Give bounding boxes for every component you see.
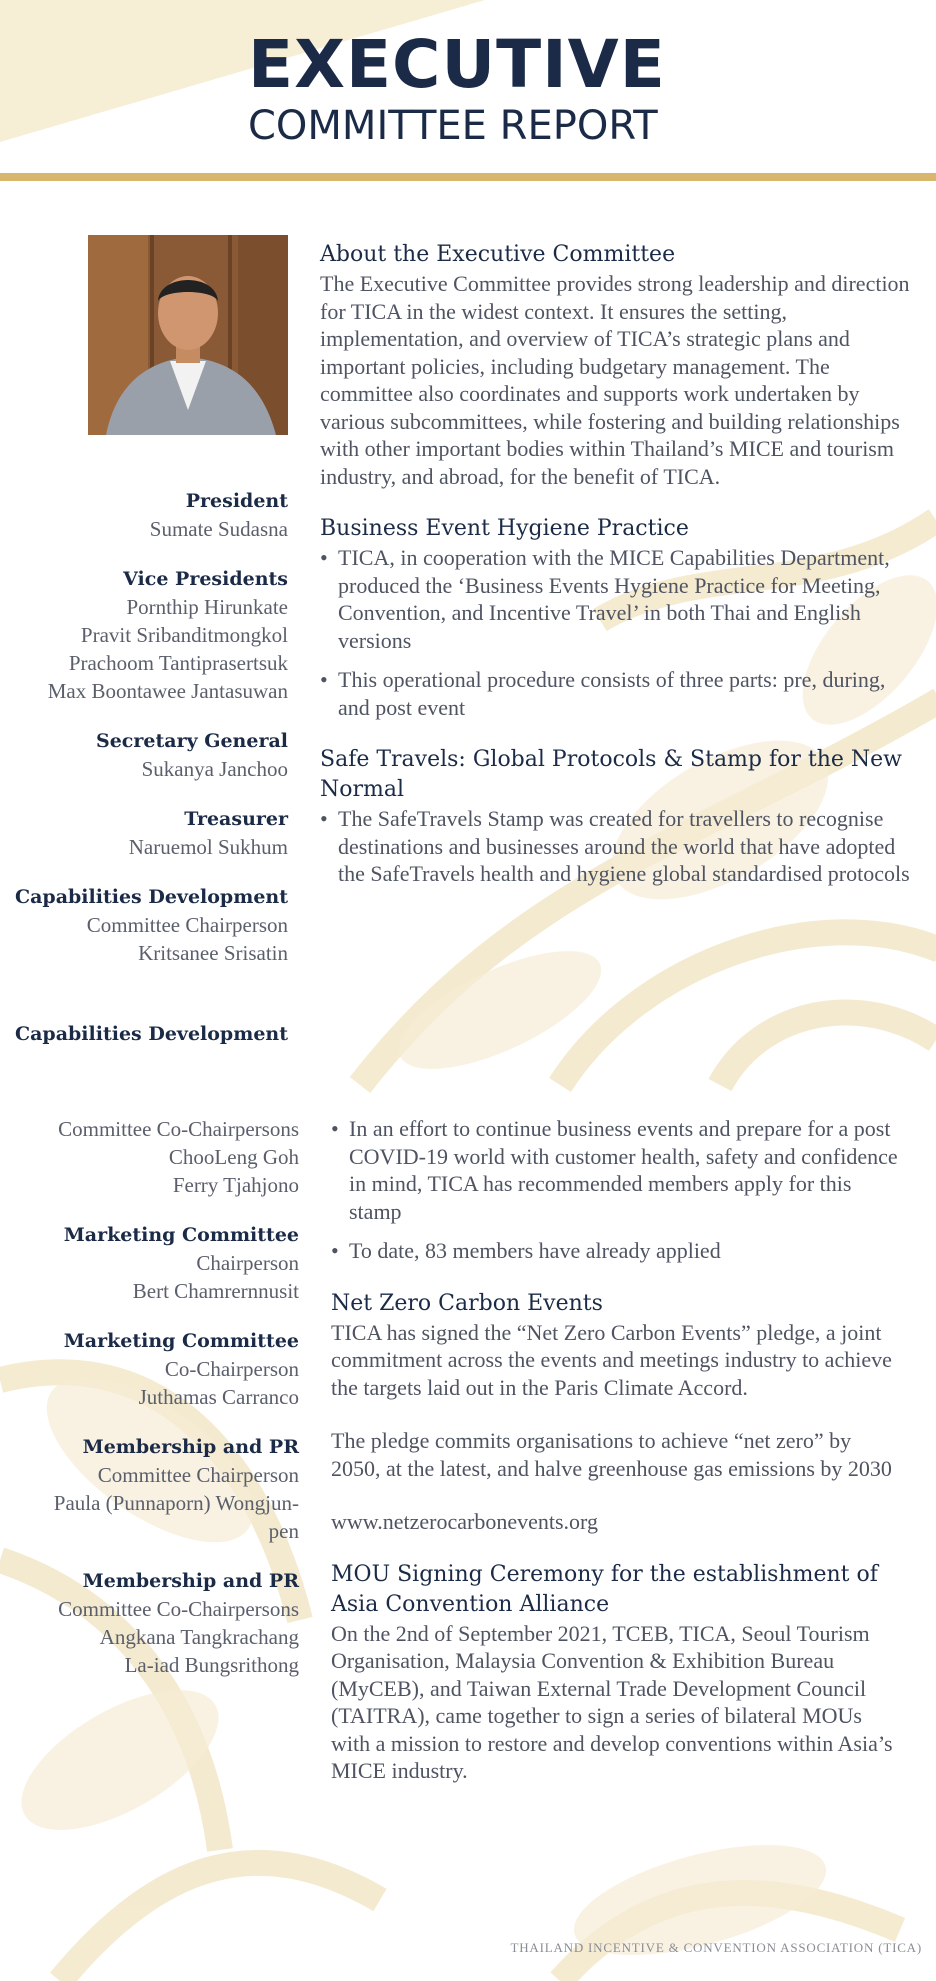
role-title: Membership and PR [82, 1570, 299, 1592]
bullet-icon: • [320, 806, 328, 831]
member-name: Juthamas Carranco [138, 1385, 299, 1409]
bullet-icon: • [331, 1116, 339, 1141]
section-body: On the 2nd of September 2021, TCEB, TICA, Seoul Tourism Organisation, Malaysia Convention & Exhibition Bureau (MyCEB), and Taiwan External Trade Development Council (TAITRA), came together to sign a series of bilateral MOUs with a mission to restore and develop conventions within Asia’s MICE industry. [331, 1620, 893, 1783]
role-vice-presidents [0, 565, 288, 705]
role-marketing-co-chair [0, 1327, 299, 1411]
net-zero-link[interactable]: www.netzerocarbonevents.org [331, 1509, 598, 1534]
page-subtitle: COMMITTEE REPORT [248, 103, 658, 149]
role-title: Marketing Committee [63, 1224, 299, 1246]
page-title: EXECUTIVE [248, 26, 666, 103]
role-title: Marketing Committee [63, 1330, 299, 1352]
member-name: pen [268, 1519, 299, 1543]
role-subtitle: Committee Co-Chairpersons [58, 1117, 299, 1141]
role-president [0, 487, 288, 543]
role-membership-pr-chair [0, 1433, 299, 1545]
member-name: Bert Chamrernnusit [132, 1279, 299, 1303]
bullet-list [320, 544, 910, 721]
member-name: Max Boontawee Jantasuwan [47, 679, 288, 703]
footer-organisation: THAILAND INCENTIVE & CONVENTION ASSOCIATION (TICA) [510, 1940, 922, 1955]
role-title: Membership and PR [82, 1436, 299, 1458]
section-heading: MOU Signing Ceremony for the establishment of Asia Convention Alliance [331, 1561, 878, 1617]
list-item [320, 544, 910, 654]
section-heading: Net Zero Carbon Events [331, 1290, 603, 1316]
bullet-list [320, 805, 910, 888]
member-name: Ferry Tjahjono [172, 1173, 299, 1197]
section-heading: Business Event Hygiene Practice [320, 516, 689, 541]
role-subtitle: Committee Chairperson [86, 913, 288, 937]
role-title: President [185, 490, 288, 512]
section-heading: Safe Travels: Global Protocols & Stamp for the New Normal [320, 747, 903, 802]
role-capabilities-development-chair [0, 883, 288, 967]
report-body-part1 [320, 240, 910, 912]
section-hygiene-practice [320, 514, 910, 721]
member-name: Prachoom Tantiprasertsuk [68, 651, 288, 675]
list-item-text: This operational procedure consists of three parts: pre, during, and post event [338, 667, 886, 720]
committee-roster-part1 [0, 487, 288, 989]
bullet-icon: • [320, 545, 328, 570]
list-item-text: To date, 83 members have already applied [349, 1238, 721, 1263]
role-marketing-chair [0, 1221, 299, 1305]
president-photo [88, 235, 288, 435]
bullet-icon: • [320, 667, 328, 692]
role-capabilities-development-co-chairs [0, 1115, 299, 1199]
bullet-icon: • [331, 1238, 339, 1263]
role-title: Capabilities Development [14, 1023, 288, 1045]
role-title: Vice Presidents [123, 568, 288, 590]
section-mou-signing [331, 1560, 901, 1785]
committee-roster-part2 [0, 1115, 299, 1701]
role-subtitle: Committee Co-Chairpersons [58, 1597, 299, 1621]
member-name: Paula (Punnaporn) Wongjun- [53, 1491, 299, 1515]
role-subtitle: Chairperson [196, 1251, 299, 1275]
role-membership-pr-co-chairs [0, 1567, 299, 1679]
list-item [331, 1237, 901, 1265]
role-title: Capabilities Development [14, 886, 288, 908]
report-body-part2 [331, 1115, 901, 1809]
role-capabilities-development-co-chairs-heading [0, 1020, 288, 1048]
role-title: Secretary General [96, 730, 288, 752]
section-body: TICA has signed the “Net Zero Carbon Events” pledge, a joint commitment across the events and meetings industry to achieve the targets laid out in the Paris Climate Accord. [331, 1319, 892, 1400]
role-subtitle: Co-Chairperson [164, 1357, 299, 1381]
section-heading: About the Executive Committee [320, 242, 676, 267]
gold-divider [0, 173, 936, 181]
role-treasurer [0, 805, 288, 861]
member-name: La-iad Bungsrithong [124, 1653, 299, 1677]
list-item [331, 1115, 901, 1225]
member-name: Sumate Sudasna [149, 517, 288, 541]
member-name: ChooLeng Goh [168, 1145, 299, 1169]
list-item-text: TICA, in cooperation with the MICE Capabilities Department, produced the ‘Business Events Hygiene Practice for Meeting, Convention, and Incentive Travel’ in both Thai and English versions [338, 545, 890, 653]
role-title: Treasurer [184, 808, 288, 830]
role-secretary-general [0, 727, 288, 783]
bullet-list [331, 1115, 901, 1265]
section-net-zero [331, 1289, 901, 1536]
member-name: Naruemol Sukhum [128, 835, 288, 859]
section-safe-travels [320, 745, 910, 888]
member-name: Sukanya Janchoo [141, 757, 288, 781]
section-body: The pledge commits organisations to achieve “net zero” by 2050, at the latest, and halve greenhouse gas emissions by 2030 [331, 1428, 892, 1481]
role-subtitle: Committee Chairperson [97, 1463, 299, 1487]
list-item [320, 666, 910, 721]
list-item [320, 805, 910, 888]
section-about [320, 240, 910, 490]
list-item-text: The SafeTravels Stamp was created for travellers to recognise destinations and businesses around the world that have adopted the SafeTravels health and hygiene global standardised protocols [338, 806, 910, 886]
section-safe-travels-continued [331, 1115, 901, 1265]
member-name: Pornthip Hirunkate [126, 595, 288, 619]
member-name: Kritsanee Srisatin [138, 941, 288, 965]
list-item-text: In an effort to continue business events and prepare for a post COVID-19 world with customer health, safety and confidence in mind, TICA has recommended members apply for this stamp [349, 1116, 898, 1224]
section-body: The Executive Committee provides strong leadership and direction for TICA in the widest context. It ensures the setting, implementation, and overview of TICA’s strategic plans and important policies, including budgetary management. The committee also coordinates and supports work undertaken by various subcommittees, while fostering and building relationships with other important bodies within Thailand’s MICE and tourism industry, and abroad, for the benefit of TICA. [320, 271, 910, 489]
member-name: Pravit Sribanditmongkol [80, 623, 288, 647]
member-name: Angkana Tangkrachang [99, 1625, 299, 1649]
